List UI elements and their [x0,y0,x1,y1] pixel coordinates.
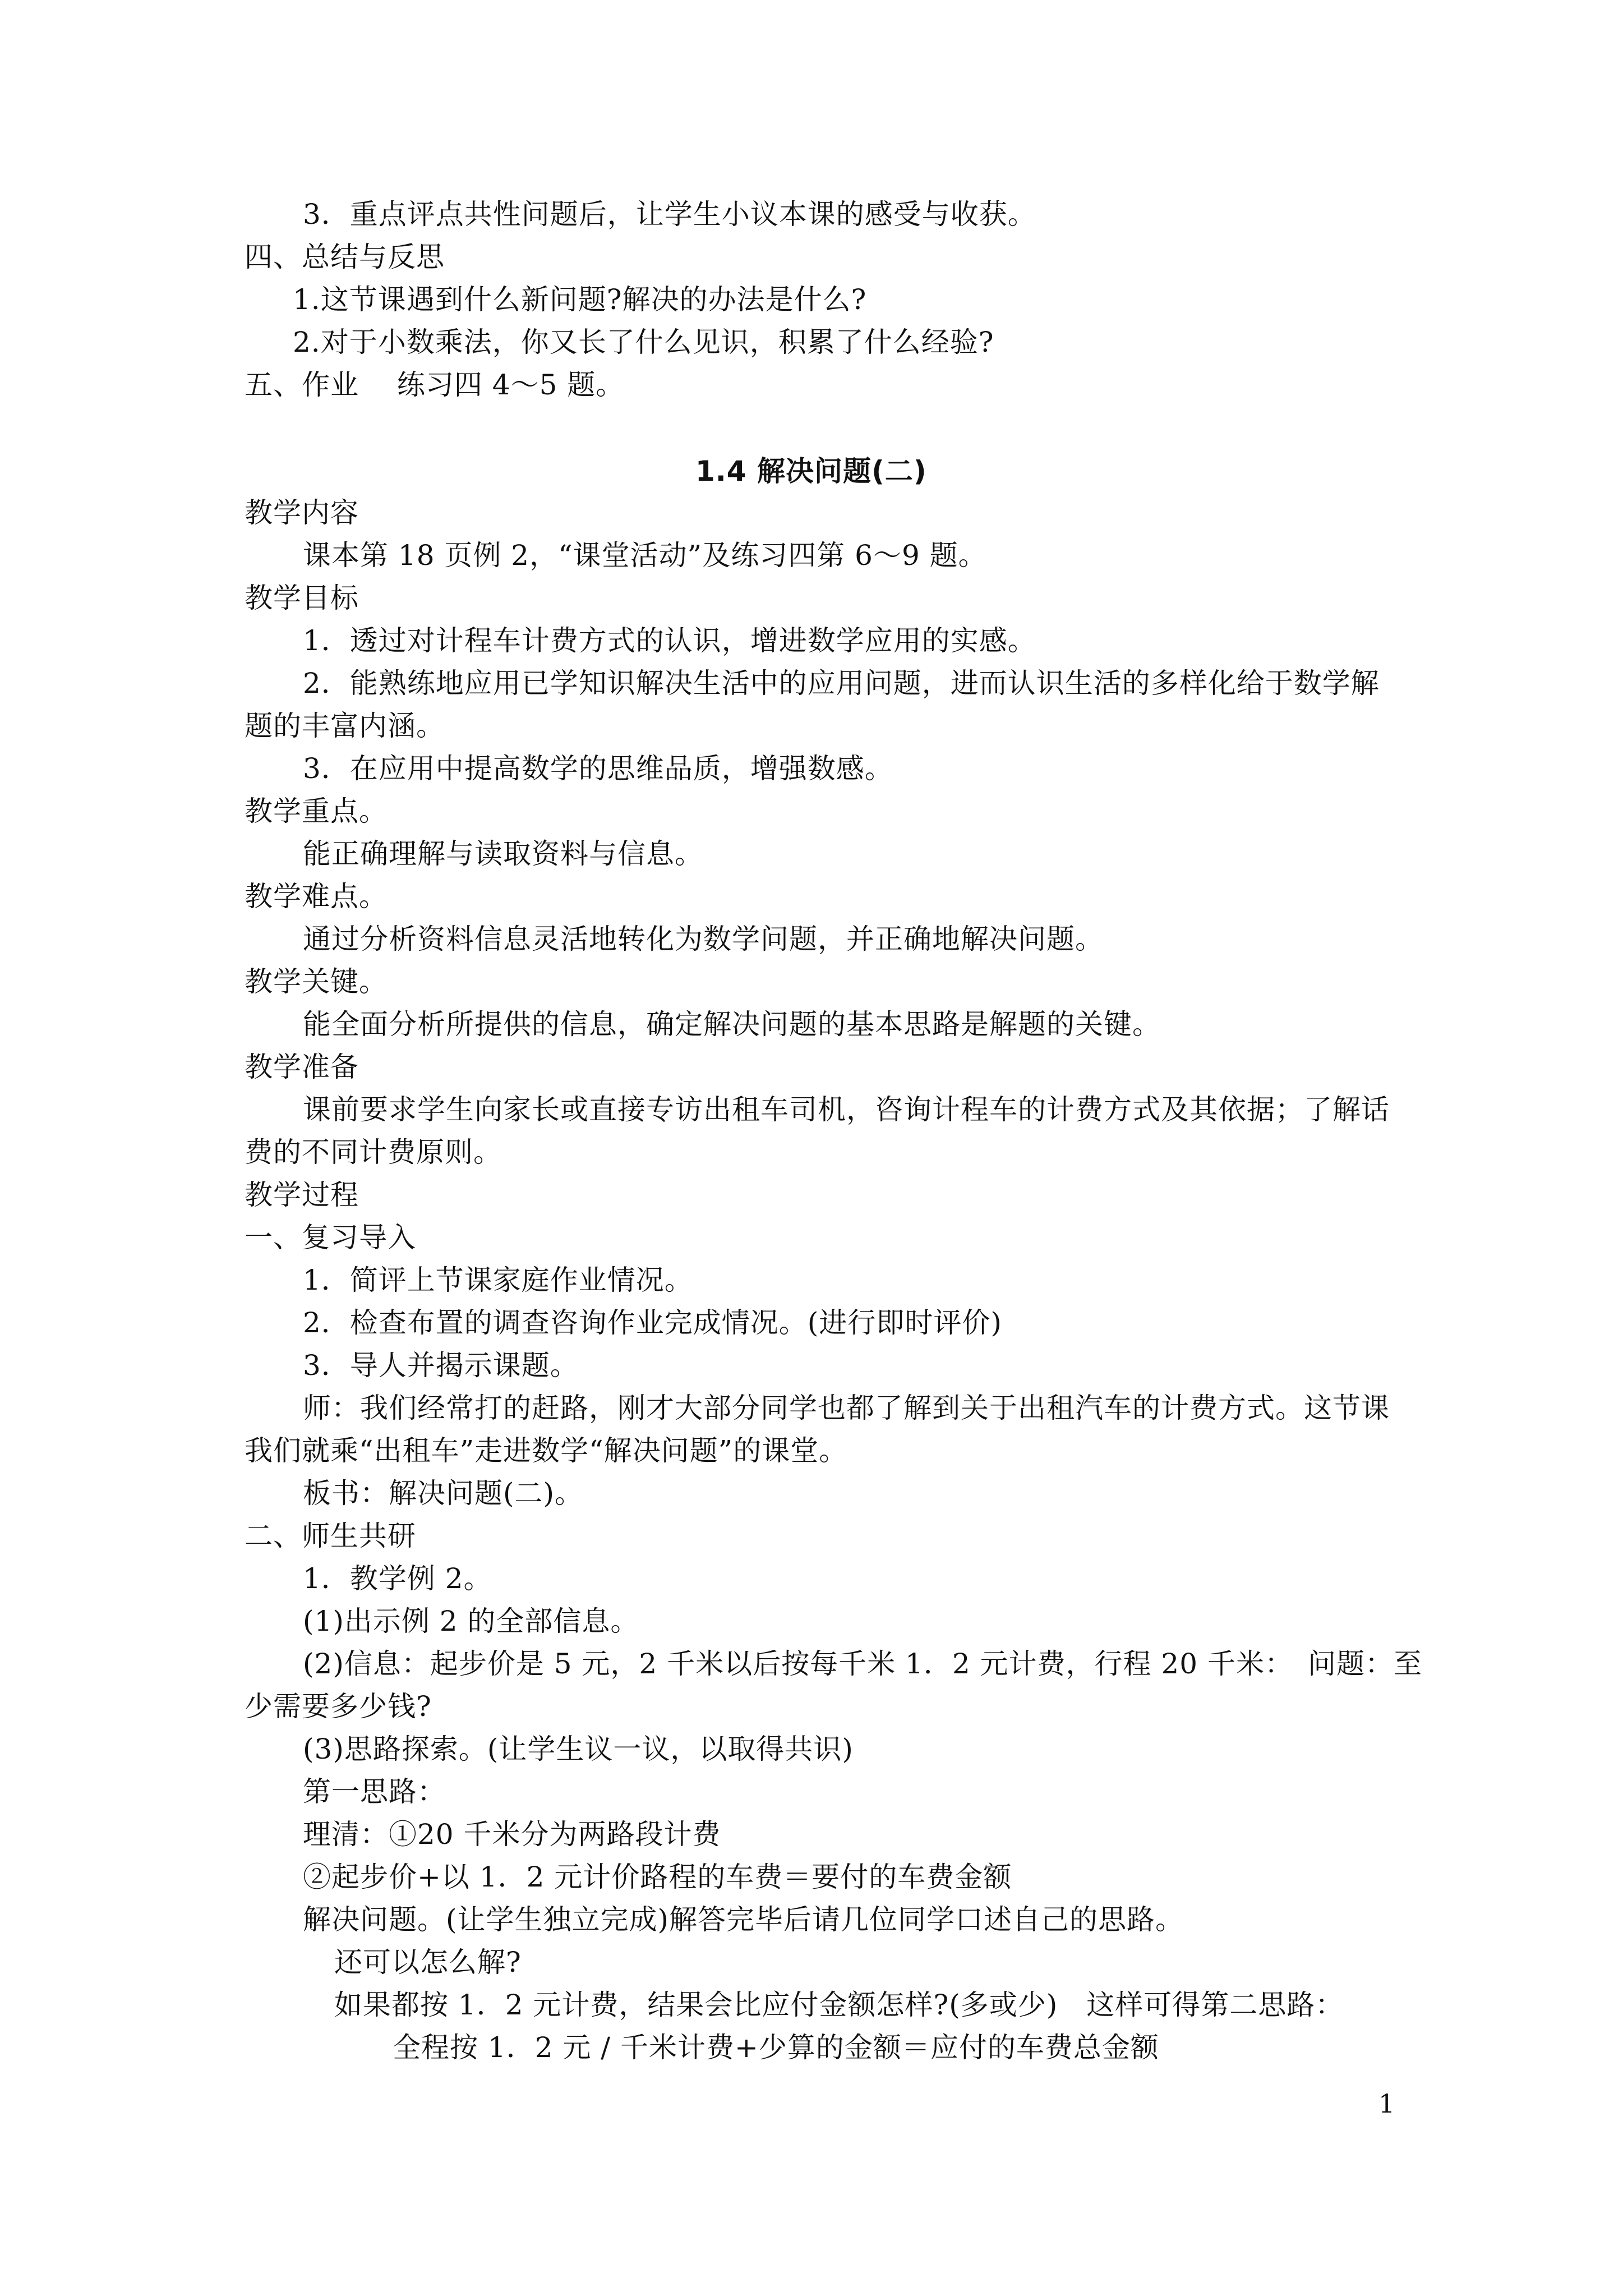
text-line: 课前要求学生向家长或直接专访出租车司机，咨询计程车的计费方式及其依据；了解话 [303,1093,1390,1126]
text-line: (1)出示例 2 的全部信息。 [303,1605,639,1637]
text-line: 理清：①20 千米分为两路段计费 [303,1818,721,1851]
section-heading: 教学重点。 [245,795,388,827]
page-number: 1 [1378,2088,1395,2119]
text-line: 全程按 1．2 元 / 千米计费+少算的金额＝应付的车费总金额 [393,2031,1159,2064]
text-line: 能正确理解与读取资料与信息。 [303,838,703,870]
text-line: 通过分析资料信息灵活地转化为数学问题，并正确地解决问题。 [303,923,1104,955]
lesson-title: 1.4 解决问题(二) [695,455,927,487]
text-line: 解决问题。(让学生独立完成)解答完毕后请几位同学口述自己的思路。 [303,1903,1184,1936]
text-line: 能全面分析所提供的信息，确定解决问题的基本思路是解题的关键。 [303,1008,1161,1041]
text-line: 第一思路： [303,1775,446,1808]
text-line: 题的丰富内涵。 [245,710,445,742]
text-line: 1．简评上节课家庭作业情况。 [303,1264,693,1296]
text-line: 2．能熟练地应用已学知识解决生活中的应用问题，进而认识生活的多样化给于数学解 [303,667,1380,700]
text-line: 1.这节课遇到什么新问题?解决的办法是什么? [293,283,867,316]
section-heading: 五、作业 练习四 4～5 题。 [245,369,625,401]
text-line: 如果都按 1．2 元计费，结果会比应付金额怎样?(多或少) 这样可得第二思路： [334,1989,1344,2021]
section-heading: 教学准备 [245,1051,359,1083]
section-heading: 教学关键。 [245,965,388,998]
text-line: 2．检查布置的调查咨询作业完成情况。(进行即时评价) [303,1306,1002,1339]
section-heading: 一、复习导入 [245,1221,416,1254]
section-heading: 教学目标 [245,582,359,614]
text-line: 费的不同计费原则。 [245,1136,502,1168]
text-line: 还可以怎么解? [334,1946,522,1978]
text-line: 3．在应用中提高数学的思维品质，增强数感。 [303,752,893,785]
text-line: 3．导人并揭示课题。 [303,1349,579,1382]
text-line: 3．重点评点共性问题后，让学生小议本课的感受与收获。 [303,198,1036,231]
text-line: ②起步价+以 1．2 元计价路程的车费＝要付的车费金额 [303,1861,1012,1893]
text-line: 1．教学例 2。 [303,1562,492,1595]
text-line: 课本第 18 页例 2，“课堂活动”及练习四第 6～9 题。 [303,539,987,572]
text-line: 师：我们经常打的赶路，刚才大部分同学也都了解到关于出租汽车的计费方式。这节课 [303,1392,1390,1424]
text-line: 我们就乘“出租车”走进数学“解决问题”的课堂。 [245,1434,848,1467]
text-line: 1．透过对计程车计费方式的认识，增进数学应用的实感。 [303,624,1036,657]
section-heading: 教学过程 [245,1179,359,1211]
section-heading: 教学内容 [245,496,359,529]
text-line: (2)信息：起步价是 5 元，2 千米以后按每千米 1．2 元计费，行程 20 千米： 问题：至 [303,1648,1422,1680]
text-line: (3)思路探索。(让学生议一议，以取得共识) [303,1733,854,1765]
text-line: 板书：解决问题(二)。 [303,1477,584,1510]
section-heading: 四、总结与反思 [245,241,445,273]
text-line: 2.对于小数乘法，你又长了什么见识，积累了什么经验? [293,326,994,358]
text-line: 少需要多少钱? [245,1690,432,1723]
section-heading: 教学难点。 [245,880,388,913]
section-heading: 二、师生共研 [245,1520,416,1552]
